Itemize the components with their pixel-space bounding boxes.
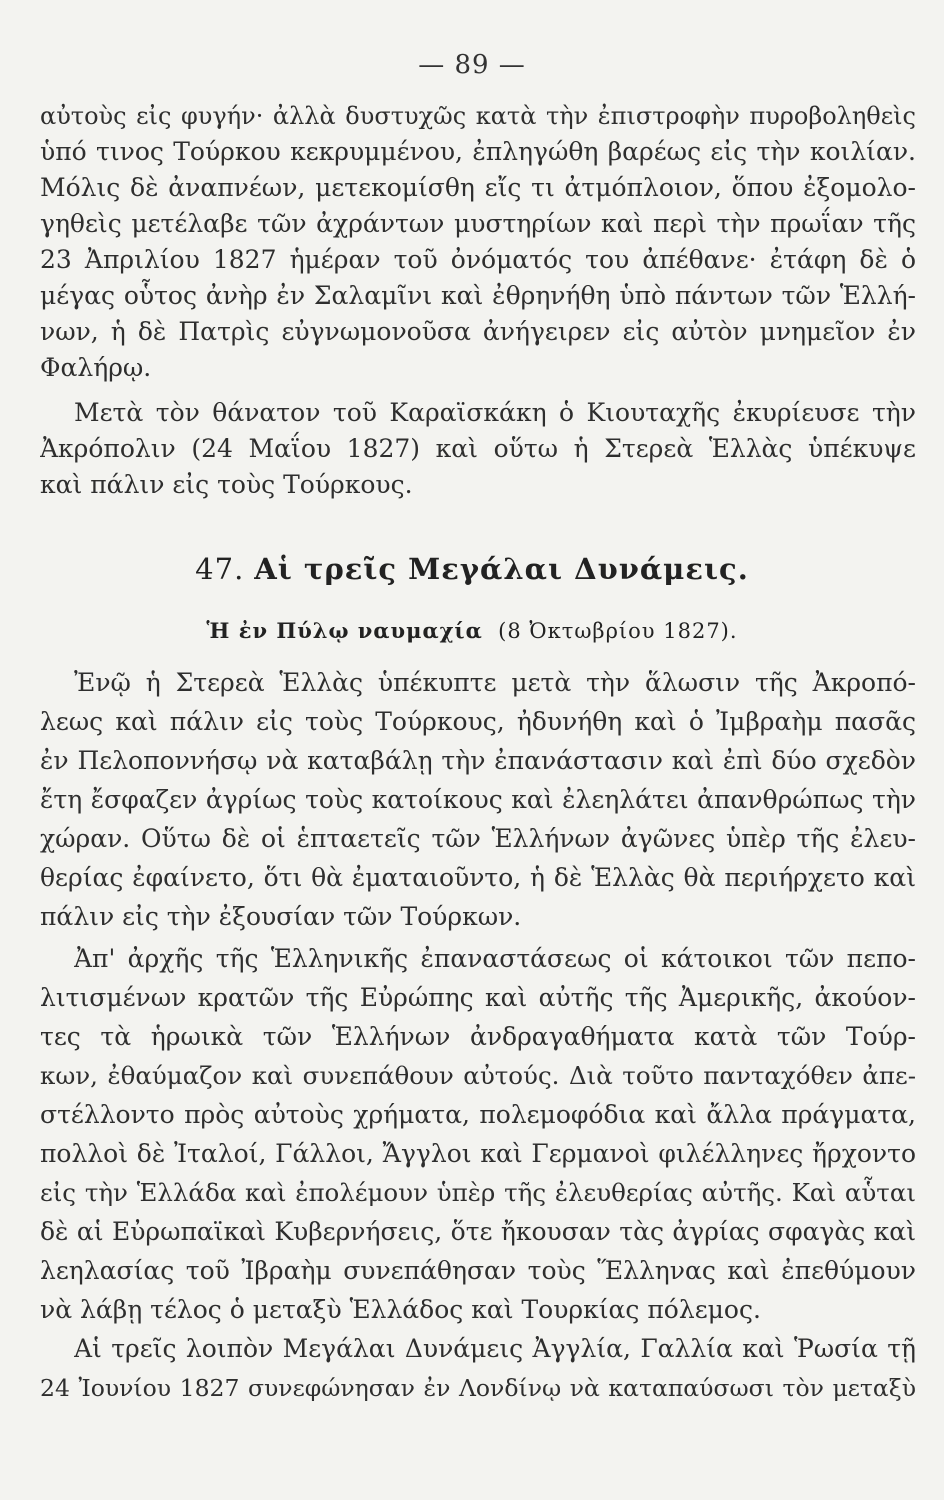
text-line: πολλοὶ δὲ Ἰταλοί, Γάλλοι, Ἄγγλοι καὶ Γερμανοὶ φιλέλληνες ἤρχοντο [40, 1139, 916, 1168]
text-line: Ἀπ' ἀρχῆς τῆς Ἑλληνικῆς ἐπαναστάσεως οἱ κάτοικοι τῶν πεπο- [74, 944, 916, 973]
text-line: Μετὰ τὸν θάνατον τοῦ Καραϊσκάκη ὁ Κιουταχῆς ἐκυρίευσε τὴν [74, 398, 916, 427]
text-line: Αἱ τρεῖς λοιπὸν Μεγάλαι Δυνάμεις Ἀγγλία, Γαλλία καὶ Ῥωσία τῇ [74, 1334, 916, 1363]
text-line: λεως καὶ πάλιν εἰς τοὺς Τούρκους, ἠδυνήθη καὶ ὁ Ἰμβραὴμ πασᾶς [40, 707, 916, 736]
text-line: Ἀκρόπολιν (24 Μαΐου 1827) καὶ οὕτω ἡ Στερεὰ Ἑλλὰς ὑπέκυψε [40, 434, 916, 463]
text-line: 23 Ἀπριλίου 1827 ἡμέραν τοῦ ὀνόματός του ἀπέθανε· ἐτάφη δὲ ὁ [40, 245, 916, 274]
text-line: 24 Ἰουνίου 1827 συνεφώνησαν ἐν Λονδίνῳ νὰ καταπαύσωσι τὸν μεταξὺ [40, 1374, 916, 1402]
text-line: Φαλήρῳ. [40, 353, 152, 382]
text-line: λιτισμένων κρατῶν τῆς Εὐρώπης καὶ αὐτῆς τῆς Ἀμερικῆς, ἀκούον- [40, 983, 916, 1012]
text-line: μέγας οὗτος ἀνὴρ ἐν Σαλαμῖνι καὶ ἐθρηνήθη ὑπὸ πάντων τῶν Ἑλλή- [40, 281, 916, 310]
text-line: γηθεὶς μετέλαβε τῶν ἀχράντων μυστηρίων καὶ περὶ τὴν πρωΐαν τῆς [40, 209, 916, 238]
text-line: νὰ λάβῃ τέλος ὁ μεταξὺ Ἑλλάδος καὶ Τουρκίας πόλεμος. [40, 1295, 761, 1324]
section-number: 47. [195, 552, 245, 586]
text-line: ἐν Πελοποννήσῳ νὰ καταβάλῃ τὴν ἐπανάστασιν καὶ ἐπὶ δύο σχεδὸν [40, 746, 916, 775]
subtitle-date: (8 Ὀκτωβρίου 1827). [498, 619, 738, 643]
text-line: ὑπό τινος Τούρκου κεκρυμμένου, ἐπληγώθη βαρέως εἰς τὴν κοιλίαν. [40, 137, 916, 166]
text-line: ἔτη ἔσφαζεν ἀγρίως τοὺς κατοίκους καὶ ἐλεηλάτει ἀπανθρώπως τὴν [40, 785, 916, 814]
text-line: εἰς τὴν Ἑλλάδα καὶ ἐπολέμουν ὑπὲρ τῆς ἐλευθερίας αὐτῆς. Καὶ αὗται [40, 1178, 916, 1207]
section-subtitle [0, 618, 944, 643]
text-line: Μόλις δὲ ἀναπνέων, μετεκομίσθη εἴς τι ἀτμόπλοιον, ὅπου ἐξομολο- [40, 173, 916, 202]
text-line: στέλλοντο πρὸς αὐτοὺς χρήματα, πολεμοφόδια καὶ ἄλλα πράγματα, [40, 1100, 916, 1129]
text-line: κων, ἐθαύμαζον καὶ συνεπάθουν αὐτούς. Διὰ τοῦτο πανταχόθεν ἀπε- [40, 1061, 916, 1090]
section-title: Αἱ τρεῖς Μεγάλαι Δυνάμεις. [254, 552, 749, 586]
section-heading [0, 552, 944, 586]
text-line: πάλιν εἰς τὴν ἐξουσίαν τῶν Τούρκων. [40, 902, 522, 931]
text-line: λεηλασίας τοῦ Ἰβραὴμ συνεπάθησαν τοὺς Ἕλληνας καὶ ἐπεθύμουν [40, 1256, 916, 1285]
text-line: χώραν. Οὕτω δὲ οἱ ἑπταετεῖς τῶν Ἑλλήνων ἀγῶνες ὑπὲρ τῆς ἐλευ- [40, 824, 916, 853]
page-number: — 89 — [418, 50, 526, 80]
text-line: αὐτοὺς εἰς φυγήν· ἀλλὰ δυστυχῶς κατὰ τὴν ἐπιστροφὴν πυροβοληθεὶς [40, 102, 916, 130]
subtitle-text: Ἡ ἐν Πύλῳ ναυμαχία [206, 618, 483, 643]
text-line: θερίας ἐφαίνετο, ὅτι θὰ ἐματαιοῦντο, ἡ δὲ Ἑλλὰς θὰ περιήρχετο καὶ [40, 863, 916, 892]
text-line: νων, ἡ δὲ Πατρὶς εὐγνωμονοῦσα ἀνήγειρεν εἰς αὐτὸν μνημεῖον ἐν [40, 317, 916, 346]
text-line: δὲ αἱ Εὐρωπαϊκαὶ Κυβερνήσεις, ὅτε ἤκουσαν τὰς ἀγρίας σφαγὰς καὶ [40, 1217, 916, 1246]
text-line: τες τὰ ἡρωικὰ τῶν Ἑλλήνων ἀνδραγαθήματα κατὰ τῶν Τούρ- [40, 1022, 916, 1051]
text-line: καὶ πάλιν εἰς τοὺς Τούρκους. [40, 470, 413, 499]
text-line: Ἐνῷ ἡ Στερεὰ Ἑλλὰς ὑπέκυπτε μετὰ τὴν ἅλωσιν τῆς Ἀκροπό- [74, 668, 916, 697]
